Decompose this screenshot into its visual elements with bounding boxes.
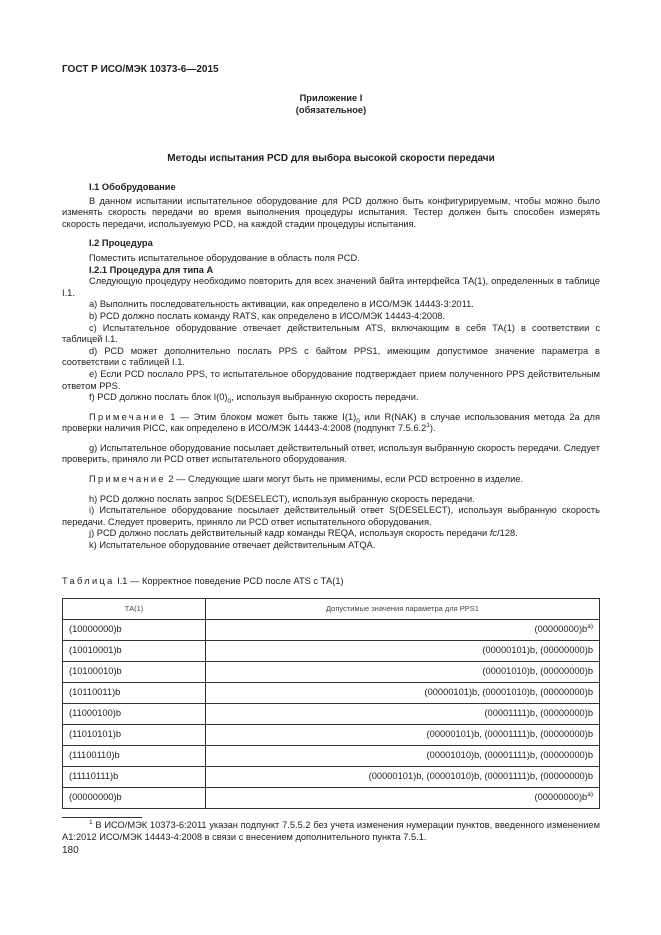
- caption-text: I.1 — Корректное поведение PCD после ATS с ТА(1): [114, 576, 344, 586]
- pps1-values: (00000101)b, (00001010)b, (00001111)b, (00000000)b: [368, 771, 593, 782]
- step: k) Испытательное оборудование отвечает действительным ATQA.: [89, 540, 376, 551]
- caption-label: Таблица: [62, 576, 115, 586]
- footnote: [62, 820, 600, 843]
- body-text: [62, 182, 600, 552]
- text: f) PCD должно послать блок I(0): [89, 392, 228, 403]
- text: 2 — Следующие шаги могут быть не применимы, если PCD встроенно в изделие.: [165, 474, 524, 485]
- paragraph: Поместить испытательное оборудование в область поля PCD.: [89, 252, 360, 263]
- footnote-ref: a): [587, 791, 593, 799]
- table-row: [63, 788, 600, 809]
- pps1-values: (00001111)b, (00000000)b: [484, 708, 593, 719]
- text: ).: [429, 423, 436, 434]
- text: /128.: [497, 528, 518, 539]
- pps1-cell: [206, 767, 600, 788]
- pps1-values: (00000101)b, (00000000)b: [482, 645, 593, 656]
- pps1-cell: [206, 683, 600, 704]
- pps1-cell: [206, 662, 600, 683]
- table-row: [63, 683, 600, 704]
- step: [62, 528, 600, 540]
- pps1-cell: [206, 788, 600, 809]
- step: g) Испытательное оборудование посылает действительный ответ, используя выбранную скорость передачи. Следует проверить, приняло ли PCD ответ испытательного оборудования.: [62, 442, 600, 465]
- step: a) Выполнить последовательность активации, как определено в ИСО/МЭК 14443-3:2011.: [89, 299, 474, 310]
- section-heading: I.1 Обобрудование: [89, 182, 176, 192]
- annex-title: Приложение I: [299, 93, 363, 103]
- pps1-cell: [206, 725, 600, 746]
- table-row: [63, 620, 600, 641]
- document-header: ГОСТ Р ИСО/МЭК 10373-6—2015: [62, 64, 219, 75]
- data-table: [62, 598, 600, 809]
- step: d) PCD может дополнительно послать PPS с байтом PPS1, имеющим допустимое значение параметра в соответствии с таблицей I.1.: [62, 345, 600, 368]
- pps1-values: (00001010)b, (00001111)b, (00000000)b: [426, 750, 593, 761]
- section-heading: I.2 Процедура: [89, 238, 153, 249]
- footnote-divider: [62, 817, 142, 818]
- note: [62, 474, 600, 486]
- pps1-values: (00001010)b, (00000000)b: [482, 666, 593, 677]
- table-row: [63, 662, 600, 683]
- step: h) PCD должно послать запрос S(DESELECT), используя выбранную скорость передачи.: [89, 493, 475, 504]
- table-header-row: [63, 599, 600, 620]
- pps1-values: (00000101)b, (00001010)b, (00000000)b: [424, 687, 593, 698]
- step: i) Испытательное оборудование посылает действительный ответ S(DESELECT), используя выбранную скорость передачи. Следует проверить, приняло ли PCD ответ испытательного оборудования.: [62, 505, 600, 527]
- text: 1 — Этим блоком может быть также I(1): [165, 411, 357, 422]
- pps1-cell: [206, 746, 600, 767]
- ta1-cell: (11000100)b: [63, 704, 206, 725]
- text: , используя выбранную скорость передачи.: [231, 392, 419, 403]
- ta1-cell: (00000000)b: [63, 788, 206, 809]
- footnote-ref[interactable]: 1: [426, 422, 430, 430]
- step: e) Если PCD послало PPS, то испытательное оборудование подтверждает прием полученного PPS действительным ответом PPS.: [62, 368, 600, 391]
- pps1-cell: [206, 641, 600, 662]
- footnote-mark: 1: [89, 818, 93, 826]
- page-number: 180: [62, 845, 79, 856]
- ta1-cell: (11010101)b: [63, 725, 206, 746]
- ta1-cell: (10110011)b: [63, 683, 206, 704]
- footnote-ref: a): [587, 623, 593, 631]
- ta1-cell: (11110111)b: [63, 767, 206, 788]
- text: fc: [489, 528, 498, 539]
- ta1-cell: (10100010)b: [63, 662, 206, 683]
- ta1-cell: (10010001)b: [63, 641, 206, 662]
- pps1-values: (00000101)b, (00001111)b, (00000000)b: [426, 729, 593, 740]
- note: [62, 412, 600, 435]
- pps1-cell: [206, 620, 600, 641]
- note-label: Примечание: [89, 411, 166, 422]
- column-header: Допустимые значения параметра для PPS1: [206, 599, 600, 620]
- table-caption: [62, 576, 600, 588]
- table-row: [63, 704, 600, 725]
- footnote-text: В ИСО/МЭК 10373-6:2011 указан подпункт 7.5.5.2 без учета изменения нумерации пунктов, введенного изменением А1:2012 ИСО/МЭК 14443-4:2008 в связи с внесением дополнительного пункта 7.5.1.: [62, 820, 600, 842]
- ta1-cell: (10000000)b: [63, 620, 206, 641]
- note-label: Примечание: [89, 474, 166, 485]
- step: b) PCD должно послать команду RATS, как определено в ИСО/МЭК 14443-4:2008.: [89, 310, 446, 321]
- text: j) PCD должно послать действительный кадр команды REQA, используя скорость передачи: [89, 528, 490, 539]
- table-row: [63, 767, 600, 788]
- step: c) Испытательное оборудование отвечает действительным ATS, включающим в себя ТА(1) в соответствии с таблицей I.1.: [62, 322, 600, 345]
- pps1-cell: [206, 704, 600, 725]
- paragraph: Следующую процедуру необходимо повторить для всех значений байта интерфейса ТА(1), определенных в таблице I.1.: [62, 276, 600, 298]
- column-header: ТА(1): [63, 599, 206, 620]
- table-row: [63, 725, 600, 746]
- table-row: [63, 641, 600, 662]
- pps1-values: (00000000)b: [534, 792, 588, 803]
- step: [62, 392, 600, 404]
- text: или R(NAK) в случае использования метода 2a для проверки наличия PICC, как определено в ИСО/МЭК 14443-4:2008 (подпункт 7.5.6.2: [62, 411, 600, 434]
- annex-heading: Методы испытания PCD для выбора высокой скорости передачи: [167, 153, 495, 164]
- annex-status: (обязательное): [295, 105, 367, 115]
- table-row: [63, 746, 600, 767]
- subscript: 0: [356, 417, 360, 425]
- table-container: [62, 598, 600, 809]
- subscript: 0: [227, 397, 232, 405]
- section-heading: I.2.1 Процедура для типа А: [89, 264, 214, 275]
- pps1-values: (00000000)b: [534, 624, 588, 635]
- paragraph: В данном испытании испытательное оборудование для PCD должно быть конфигурируемым, чтобы можно было изменять скорость передачи во время выполнения процедуры испытания. Тестер должен быть способен измерять скорость передачи, используемую PCD, на каждой стадии процедуры испытания.: [62, 195, 600, 229]
- ta1-cell: (11100110)b: [63, 746, 206, 767]
